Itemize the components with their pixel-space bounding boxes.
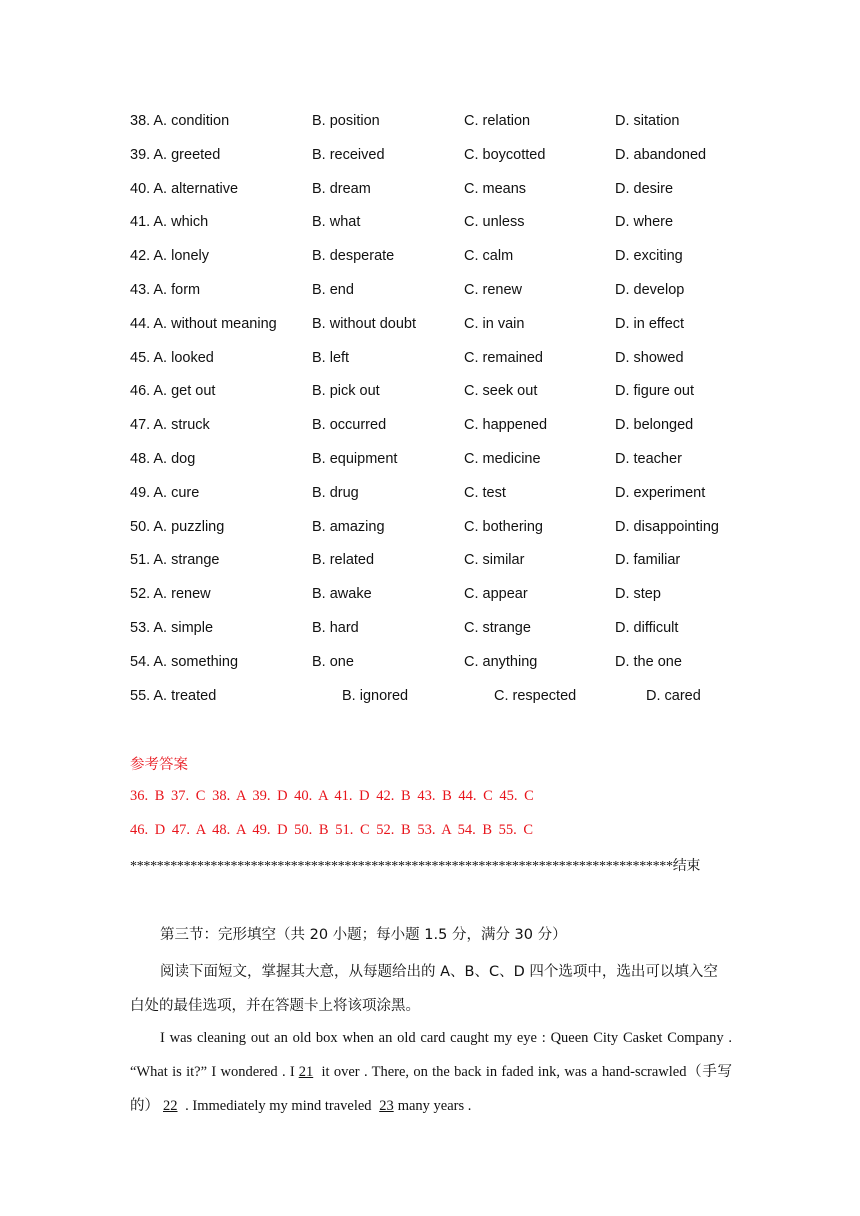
option-d: D. experiment [615,484,706,501]
option-d: D. belonged [615,417,694,434]
option-a: 49. A. cure [130,484,200,501]
answer-key-line: 36. B 37. C 38. A 39. D 40. A 41. D 42. B 43. B 44. C 45. C [130,788,534,804]
option-a: 44. A. without meaning [130,315,277,332]
passage-text: many years . [397,1098,472,1114]
question-row [130,111,750,145]
option-d: D. disappointing [615,518,719,535]
option-b: B. equipment [312,450,398,467]
option-d: D. cared [646,687,701,704]
option-c: C. anything [464,653,538,670]
option-c: C. medicine [464,450,541,467]
passage-text: . Immediately my mind traveled [185,1098,372,1114]
passage-text: I was cleaning out an old box when an old card caught my eye : Queen City Casket Company . “What is it?” I wondered . I [130,1030,732,1080]
blank-23: 23 [379,1098,394,1114]
option-c: C. happened [464,417,548,434]
option-c: C. remained [464,349,543,366]
option-d: D. difficult [615,619,679,636]
option-b: B. related [312,552,375,569]
option-b: B. what [312,214,361,231]
option-a: 45. A. looked [130,349,214,366]
question-row [130,652,750,686]
option-c: C. seek out [464,383,538,400]
option-c: C. strange [464,619,531,636]
option-d: D. in effect [615,315,685,332]
option-b: B. drug [312,484,359,501]
option-d: D. the one [615,653,682,670]
blank-22: 22 [163,1098,178,1114]
options-list [130,111,750,719]
option-d: D. step [615,586,661,603]
option-b: B. hard [312,619,359,636]
end-marker: *********************************************************************************结束 [130,859,701,874]
option-d: D. showed [615,349,684,366]
question-row [130,550,750,584]
option-a: 54. A. something [130,653,239,670]
option-a: 43. A. form [130,281,201,298]
option-b: B. amazing [312,518,385,535]
question-row [130,483,750,517]
option-b: B. pick out [312,383,380,400]
blank-21: 21 [298,1064,314,1080]
option-b: B. desperate [312,248,395,265]
question-row [130,212,750,246]
option-c: C. calm [464,248,514,265]
option-a: 53. A. simple [130,619,214,636]
answer-key-line: 46. D 47. A 48. A 49. D 50. B 51. C 52. B 53. A 54. B 55. C [130,822,534,838]
section-instructions: 阅读下面短文，掌握其大意，从每题给出的 A、B、C、D 四个选项中，选出可以填入空白处的最佳选项，并在答题卡上将该项涂黑。 [130,964,718,1014]
option-d: D. exciting [615,248,683,265]
question-row [130,314,750,348]
option-a: 48. A. dog [130,450,196,467]
option-a: 55. A. treated [130,687,217,704]
option-b: B. position [312,113,380,129]
option-a: 50. A. puzzling [130,518,225,535]
option-c: C. similar [464,552,525,569]
option-d: D. develop [615,281,685,298]
option-a: 39. A. greeted [130,146,221,163]
question-row [130,618,750,652]
option-d: D. figure out [615,383,694,400]
question-row [130,246,750,280]
option-c: C. relation [464,113,531,129]
option-c: C. unless [464,214,525,231]
option-b: B. occurred [312,417,387,434]
option-b: B. without doubt [312,315,416,332]
option-b: B. dream [312,180,371,197]
option-c: C. means [464,180,527,197]
option-b: B. end [312,281,354,298]
option-a: 47. A. struck [130,417,210,434]
option-b: B. one [312,653,354,670]
option-a: 51. A. strange [130,552,220,569]
question-row [130,145,750,179]
option-a: 42. A. lonely [130,248,209,265]
option-c: C. respected [494,687,577,704]
question-row [130,381,750,415]
option-b: B. ignored [342,687,409,704]
answer-key-title: 参考答案 [130,757,188,773]
option-d: D. abandoned [615,146,707,163]
option-d: D. desire [615,180,674,197]
option-c: C. test [464,484,506,501]
option-a: 46. A. get out [130,383,216,400]
question-row [130,584,750,618]
question-row [130,348,750,382]
option-a: 38. A. condition [130,113,230,129]
option-c: C. boycotted [464,146,546,163]
option-c: C. appear [464,586,528,603]
question-row [130,517,750,551]
question-row [130,449,750,483]
option-d: D. where [615,214,674,231]
question-row [130,415,750,449]
option-d: D. teacher [615,450,682,467]
option-b: B. received [312,146,385,163]
option-a: 52. A. renew [130,586,211,603]
option-a: 40. A. alternative [130,180,239,197]
passage-paragraph [130,1021,732,1123]
option-c: C. renew [464,281,523,298]
question-row [130,179,750,213]
option-c: C. in vain [464,315,525,332]
passage-text: it over . There, on the back in faded ink, was a hand-scrawled（手写的） [130,1064,733,1114]
question-row [130,686,750,720]
option-b: B. awake [312,586,372,603]
option-a: 41. A. which [130,214,209,231]
section-title: 第三节：完形填空（共 20 小题；每小题 1.5 分，满分 30 分） [160,927,567,943]
option-b: B. left [312,349,350,366]
option-d: D. sitation [615,113,680,129]
question-row [130,280,750,314]
option-d: D. familiar [615,552,681,569]
option-c: C. bothering [464,518,543,535]
